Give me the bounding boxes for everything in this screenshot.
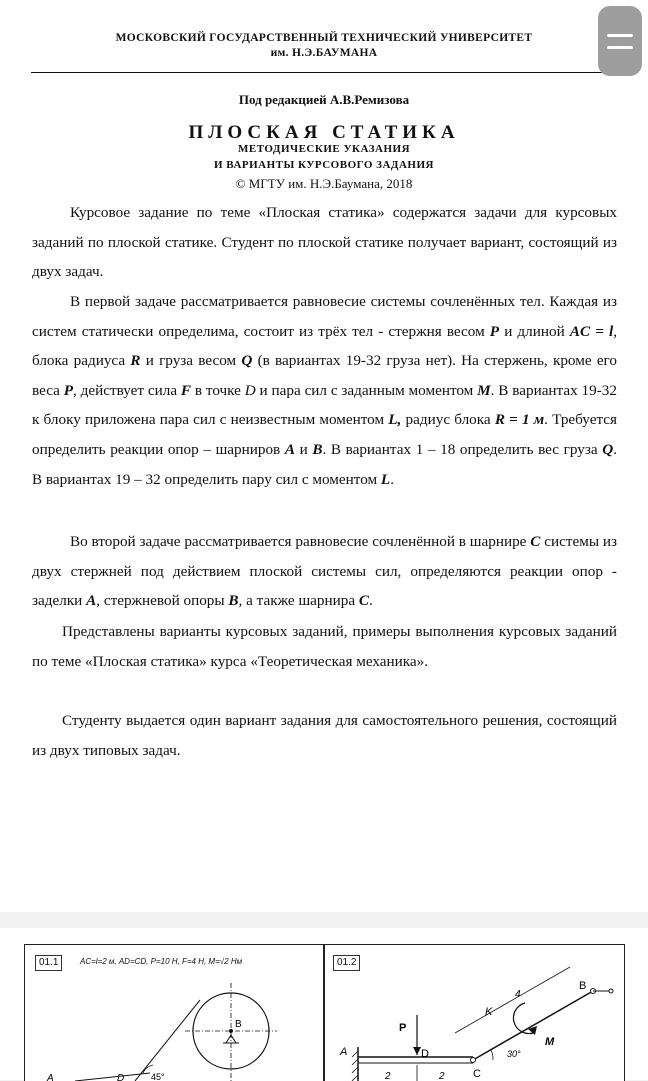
copyright-line: © МГТУ им. Н.Э.Баумана, 2018 [235,176,413,191]
university-header [0,31,648,61]
subtitle-line2: И ВАРИАНТЫ КУРСОВОГО ЗАДАНИЯ [214,159,434,171]
figure-panel-01-2 [324,944,625,1081]
paragraph-variants: Представлены варианты курсовых заданий, примеры выполнения курсовых заданий по теме «Плоская статика» курса «Теоретическая механика». [32,623,617,670]
force-P-head [413,1047,421,1055]
label-P: P [399,1022,407,1034]
figure-diagram-01-2 [325,945,624,1081]
document-title: ПЛОСКАЯ СТАТИКА [188,122,460,143]
wall-hatching [352,1051,358,1081]
editor-line: Под редакцией А.В.Ремизова [238,92,410,107]
paragraph-task2: Во второй задаче рассматривается равновесие сочленённой в шарнире C системы из двух стержней под действием плоской системы сил, определяются реакции опор - заделки A, стержневой опоры B, а также шарнира C. [32,533,617,610]
menu-icon-bar [607,34,633,37]
label-B: B [579,980,587,992]
menu-button[interactable] [598,6,642,76]
rod-CB [473,991,593,1060]
figure-tag: 01.2 [333,955,360,971]
label-D: D [421,1048,429,1060]
paragraph-student: Студенту выдается один вариант задания для самостоятельного решения, состоящий из двух типовых задач. [32,712,617,759]
dimension-2a: 2 [385,1071,391,1081]
pulley-hub [229,1029,233,1033]
paragraph-intro: Курсовое задание по теме «Плоская статика» содержатся задачи для курсовых заданий по плоской статике. Студент по плоской статике получает вариант, состоящий из двух задач. [32,204,617,281]
figure-params: AC=l=2 м, AD=CD, P=10 Н, F=4 Н, M=√2 Нм [80,957,243,966]
figure-diagram-01-1 [25,945,323,1081]
menu-icon-bar [607,46,633,49]
label-C: C [473,1068,481,1080]
figure-panel-01-1 [24,944,324,1081]
label-M: M [545,1036,555,1048]
rope-line [135,1000,200,1081]
figure-tag: 01.1 [35,955,62,971]
dimension-line [455,967,570,1033]
label-A: A [340,1046,348,1058]
label-angle: 30° [507,1049,521,1059]
label-B: B [235,1019,242,1030]
label-A: A [47,1073,54,1081]
label-4: 4 [515,989,521,1000]
hinge-C [471,1058,476,1063]
label-D: D [117,1073,125,1081]
university-subname: им. Н.Э.БАУМАНА [270,47,378,59]
label-angle: 45° [151,1072,165,1081]
dimension-2b: 2 [439,1071,445,1081]
header-rule [31,72,619,73]
subtitle-line1: МЕТОДИЧЕСКИЕ УКАЗАНИЯ [237,143,411,155]
label-K: K [485,1006,493,1018]
university-name: МОСКОВСКИЙ ГОСУДАРСТВЕННЫЙ ТЕХНИЧЕСКИЙ УНИВЕРСИТЕТ [115,32,533,44]
support-B-pin [609,989,613,993]
angle-arc [491,1050,493,1060]
paragraph-task1: В первой задаче рассматривается равновесие системы сочленённых тел. Каждая из систем статически определима, состоит из трёх тел - стержня весом P и длиной AC = l, блока радиуса R и груза весом Q (в вариантах 19-32 груза нет). На стержень, кроме его веса P, действует сила F в точке D и пара сил с заданным моментом M. В вариантах 19-32 к блоку приложена пара сил с неизвестным моментом L, радиус блока R = 1 м. Требуется определить реакции опор – шарниров A и B. В вариантах 1 – 18 определить вес груза Q. В вариантах 19 – 32 определить пару сил с моментом L. [32,293,618,488]
